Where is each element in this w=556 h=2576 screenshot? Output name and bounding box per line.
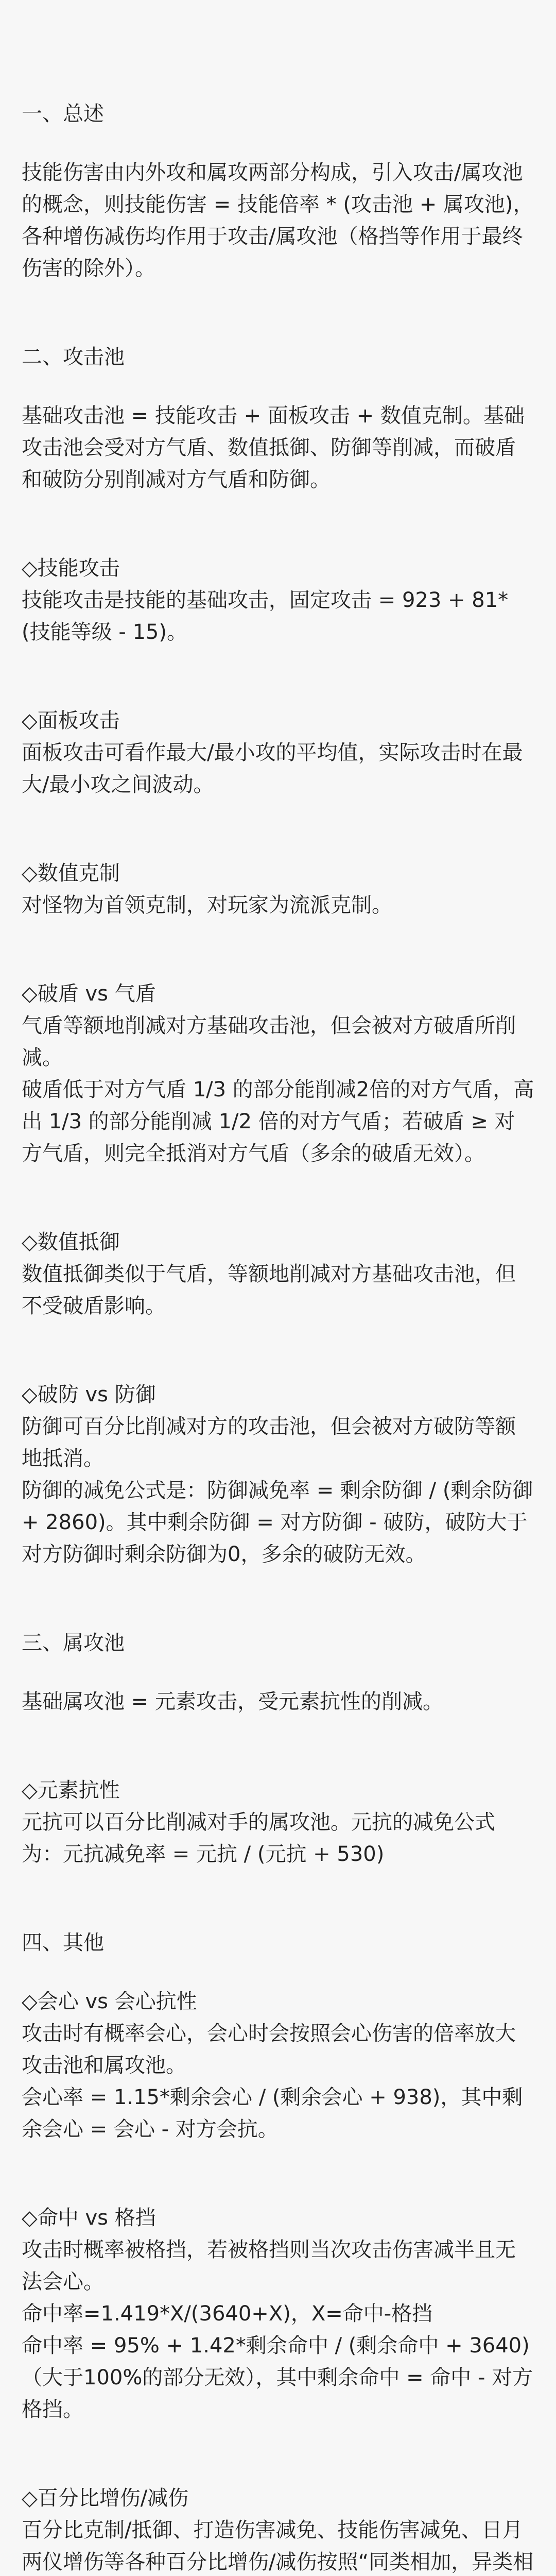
item-text: 命中率=1.419*X/(3640+X)，X=命中-格挡 — [22, 2302, 433, 2326]
item-text: 攻击时概率被格挡，若被格挡则当次攻击伤害减半且无法会心。 — [22, 2238, 516, 2294]
item-heading: ◇破盾 vs 气盾 — [22, 982, 156, 1006]
item-text: 气盾等额地削减对方基础攻击池，但会被对方破盾所削减。 — [22, 1014, 516, 1070]
section-title: 四、其他 — [22, 1931, 104, 1955]
item-text: 破盾低于对方气盾 1/3 的部分能削减2倍的对方气盾，高出 1/3 的部分能削减 1/2 倍的对方气盾；若破盾 ≥ 对方气盾，则完全抵消对方气盾（多余的破盾无效）。 — [22, 1078, 534, 1165]
item-text: 会心率 = 1.15*剩余会心 / (剩余会心 + 938)，其中剩余会心 = 会心 - 对方会抗。 — [22, 2086, 523, 2141]
section-title: 一、总述 — [22, 102, 104, 126]
item-text: 元抗可以百分比削减对手的属攻池。元抗的减免公式为：元抗减免率 = 元抗 / (元抗 + 530) — [22, 1810, 495, 1866]
item-text: 百分比克制/抵御、打造伤害减免、技能伤害减免、日月两仪增伤等各种百分比增伤/减伤按照“同类相加，异类相 — [22, 2518, 534, 2574]
paragraph: 基础攻击池 = 技能攻击 + 面板攻击 + 数值克制。基础攻击池会受对方气盾、数值抵御、防御等削减，而破盾和破防分别削减对方气盾和防御。 — [22, 404, 525, 492]
section-title: 三、属攻池 — [22, 1631, 125, 1655]
item-text: 数值抵御类似于气盾，等额地削减对方基础攻击池，但不受破盾影响。 — [22, 1262, 516, 1318]
item-text: 防御可百分比削减对方的攻击池，但会被对方破防等额地抵消。 — [22, 1415, 516, 1470]
item-heading: ◇数值克制 — [22, 861, 120, 885]
paragraph: 基础属攻池 = 元素攻击，受元素抗性的削减。 — [22, 1690, 443, 1714]
paragraph: 技能伤害由内外攻和属攻两部分构成，引入攻击/属攻池的概念，则技能伤害 = 技能倍率 * (攻击池 + 属攻池)，各种增伤减伤均作用于攻击/属攻池（格挡等作用于最终伤害的除外）。 — [22, 161, 534, 280]
item-heading: ◇命中 vs 格挡 — [22, 2206, 156, 2230]
item-text: 防御的减免公式是：防御减免率 = 剩余防御 / (剩余防御 + 2860)。其中剩余防御 = 对方防御 - 破防，破防大于对方防御时剩余防御为0，多余的破防无效。 — [22, 1479, 540, 1566]
item-heading: ◇数值抵御 — [22, 1230, 120, 1254]
item-heading: ◇百分比增伤/减伤 — [22, 2486, 189, 2510]
item-heading: ◇会心 vs 会心抗性 — [22, 1990, 197, 2013]
item-heading: ◇技能攻击 — [22, 556, 120, 580]
item-heading: ◇面板攻击 — [22, 709, 120, 733]
item-text: 攻击时有概率会心，会心时会按照会心伤害的倍率放大攻击池和属攻池。 — [22, 2022, 516, 2077]
item-text: 对怪物为首领克制，对玩家为流派克制。 — [22, 893, 392, 917]
item-text: 命中率 = 95% + 1.42*剩余命中 / (剩余命中 + 3640)（大于100%的部分无效），其中剩余命中 = 命中 - 对方格挡。 — [22, 2334, 533, 2421]
item-heading: ◇破防 vs 防御 — [22, 1383, 156, 1406]
item-text: 面板攻击可看作最大/最小攻的平均值，实际攻击时在最大/最小攻之间波动。 — [22, 741, 523, 796]
item-text: 技能攻击是技能的基础攻击，固定攻击 = 923 + 81*(技能等级 - 15)。 — [22, 588, 509, 644]
section-title: 二、攻击池 — [22, 345, 125, 369]
item-heading: ◇元素抗性 — [22, 1778, 120, 1802]
